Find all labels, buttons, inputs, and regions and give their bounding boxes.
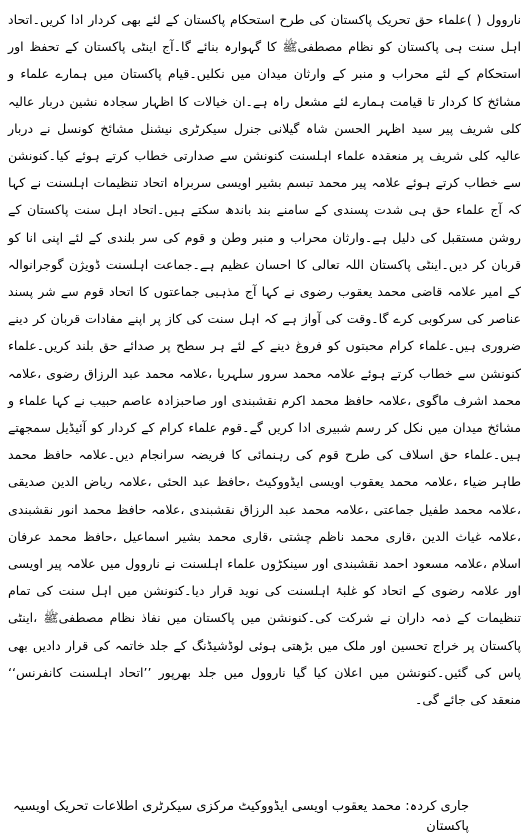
issued-by-footer: جاری کردہ: محمد یعقوب اویسی ایڈووکیٹ مرکزی سیکرٹری اطلاعات تحریک اویسیہ پاکستان: [12, 799, 469, 834]
press-release-body: ناروول ( )علماء حق تحریک پاکستان کی طرح استحکام پاکستان کے لئے بھی کردار ادا کریں۔اتحاد اہل سنت ہی پاکستان کو نظام مصطفیﷺ کا گہوارہ بنائے گا۔آج اینٹی پاکستان کے تحفظ اور استحکام کے لئے محراب و منبر کے وارثان میدان میں نکلیں۔قیام پاکستان میں ہمارے علماء و مشائخ کا کردار تا قیامت ہمارے لئے مشعل راہ ہے۔ان خیالات کا اظہار سجادہ نشین دربار عالیہ کلی شریف پیر سید اظہر الحسن شاہ گیلانی جنرل سیکرٹری نیشنل مشائخ کونسل نے دربار عالیہ کلی شریف پر منعقدہ علماء اہلسنت کنونشن سے صدارتی خطاب کرتے ہوئے کیا۔کنونشن سے خطاب کرتے ہوئے علامہ پیر محمد تبسم بشیر اویسی سربراہ اتحاد تنظیمات اہلسنت نے کہا کہ آج علماء حق ہی شدت پسندی کے سامنے بند باندھ سکتے ہیں۔اتحاد اہل سنت پاکستان کے روشن مستقبل کی دلیل ہے۔وارثان محراب و منبر وطن و قوم کی سر بلندی کے لئے اپنی انا کو قربان کر دیں۔اینٹی پاکستان اللہ تعالی کا احسان عظیم ہے۔جماعت اہلسنت ڈویژن گوجرانوالہ کے امیر علامہ قاضی محمد یعقوب رضوی نے کہا آج مذہبی جماعتوں کا اتحاد قوم سے شر پسند عناصر کی سرکوبی کرے گا۔وقت کی آواز ہے کہ اہل سنت کی کاز پر اپنے مفادات قربان کر دینے ضروری ہیں۔علماء کرام محبتوں کو فروغ دینے کے لئے ہر سطح پر صدائے حق بلند کریں۔علماء کنونشن سے خطاب کرتے ہوئے علامہ محمد سرور سلہریا ،علامہ محمد عبد الرزاق رضوی ،علامہ محمد اشرف ماگوی ،علامہ حافظ محمد اکرم نقشبندی اور صاحبزادہ عاصم حبیب نے کہا علماء و مشائخ میدان میں نکل کر رسم شبیری ادا کریں گے۔قوم علماء کرام کے کردار کو آئیڈیل سمجھتے ہیں۔علماء حق اسلاف کی طرح قوم کی رہنمائی کا فریضہ سرانجام دیں۔علامہ حافظ محمد طاہر ضیاء ،علامہ محمد یعقوب اویسی ایڈووکیٹ ،حافظ عبد الحئی ،علامہ ریاض الدین صدیقی ،علامہ محمد طفیل جماعتی ،علامہ محمد عبد الرزاق نقشبندی ،علامہ حافظ محمد انور نقشبندی ،علامہ غیاث الدین ،قاری محمد ناظم چشتی ،قاری محمد بشیر اسماعیل ،حافظ محمد عرفان اسلام ،علامہ مسعود احمد نقشبندی اور سینکڑوں علماء اہلسنت نے ناروول میں علامہ پیر اویسی اور علامہ رضوی کے اتحاد کو غلبۂ اہلسنت کی نوید قرار دیا۔کنونشن میں اہل سنت کی تمام تنظیمات کے ذمہ داران نے شرکت کی۔کنونشن میں پاکستان میں نفاذ نظام مصطفیﷺ ،اینٹی پاکستان پر خراج تحسین اور ملک میں بڑھتی ہوئی لوڈشیڈنگ کے جلد خاتمہ کی قرار دادیں بھی پاس کی گئیں۔کنونشن میں اعلان کیا گیا ناروول میں جلد بھرپور ’’اتحاد اہلسنت کانفرنس‘‘ منعقد کی جائے گی۔: [8, 12, 521, 708]
